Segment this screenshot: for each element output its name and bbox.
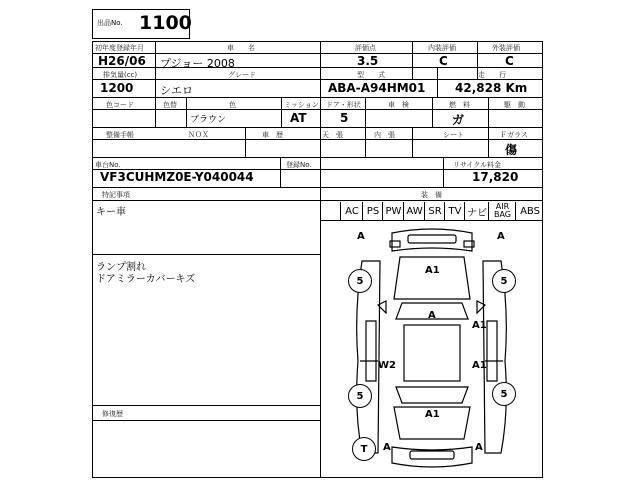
mark-roof: A [428, 310, 436, 321]
repair-label: 修復歴 [102, 410, 123, 418]
divider [437, 67, 438, 97]
rule [92, 187, 543, 188]
nox-label: ＮＯＸ [188, 131, 209, 139]
color-label: 色 [229, 101, 236, 109]
rule [92, 405, 320, 406]
score-label: 評価点 [355, 44, 376, 52]
mark-front-left: A [357, 231, 365, 242]
drive-label: 駆 動 [504, 101, 525, 109]
type-label: 型 式 [357, 71, 385, 79]
mark-rear-right: A [475, 442, 483, 453]
model-label: 車 名 [227, 44, 255, 52]
interior-value: C [439, 54, 448, 68]
rule [92, 420, 320, 421]
mileage-value: 42,828 Km [455, 81, 528, 95]
displacement-label: 排気量(cc) [103, 71, 138, 79]
displacement-value: 1200 [100, 81, 134, 95]
reg-no-label: 登録No. [286, 161, 312, 169]
mark-fender-right: 5 [492, 269, 516, 293]
divider [155, 97, 156, 127]
mark-rear-door-left: W2 [378, 360, 396, 371]
history-label: 車 歴 [262, 131, 283, 139]
rule [92, 200, 543, 201]
doors-value: 5 [340, 111, 349, 125]
mark-quarter-left: 5 [348, 384, 372, 408]
color-value: ブラウン [190, 115, 227, 125]
mark-tire: T [352, 437, 376, 461]
divider [365, 97, 366, 127]
divider [280, 157, 281, 187]
divider [412, 41, 413, 79]
mark-front-door-right: A1 [472, 320, 487, 331]
remarks-label: 特記事項 [102, 191, 130, 199]
equip-abs: ABS [515, 202, 544, 220]
equip-pw: PW [382, 202, 404, 220]
mark-quarter-right: 5 [492, 382, 516, 406]
equip-airbag: AIR BAG [488, 202, 516, 220]
divider [488, 97, 489, 127]
car-diagram [320, 221, 543, 478]
mark-trunk: A1 [425, 409, 440, 420]
mileage-label: 走 行 [478, 71, 506, 79]
mark-hood: A1 [425, 265, 440, 276]
remark-key: キー車 [96, 207, 126, 218]
fuel-label: 燃 料 [449, 101, 470, 109]
divider [365, 127, 366, 157]
divider [155, 67, 156, 97]
grade-value: シエロ [160, 84, 193, 97]
inspection-label: 車 検 [388, 101, 409, 109]
fglass-label: Ｆガラス [500, 131, 528, 139]
rule [92, 157, 543, 158]
divider [245, 127, 246, 157]
divider [412, 127, 413, 157]
fglass-value: 傷 [505, 143, 518, 157]
equip-ac: AC [340, 202, 363, 220]
recycle-label: リサイクル料金 [453, 161, 502, 169]
equip-ps: PS [362, 202, 383, 220]
lot-value: 1100 [139, 12, 192, 34]
chassis-label: 車台No. [95, 161, 121, 169]
divider [432, 97, 433, 127]
mark-rear-left: A [383, 442, 391, 453]
first-reg-label: 初年度登録年月 [95, 44, 144, 52]
fuel-value: ガ [452, 113, 465, 127]
rule [92, 139, 543, 140]
type-value: ABA-A94HM01 [328, 81, 426, 95]
exterior-label: 外装評価 [492, 44, 520, 52]
divider [488, 127, 489, 157]
equipment-label: 装 備 [421, 191, 442, 199]
remark-note-1: ランプ割れ [96, 262, 146, 273]
first-reg-value: H26/06 [98, 54, 146, 68]
rule [92, 53, 543, 54]
divider [281, 97, 282, 127]
trim-label: 色替 [163, 101, 177, 109]
score-value: 3.5 [357, 54, 379, 68]
maintenance-label: 整備手帳 [106, 131, 134, 139]
divider [186, 97, 187, 127]
lot-box [92, 9, 190, 39]
lot-label: 出品No. [97, 19, 123, 27]
exterior-value: C [505, 54, 514, 68]
equip-tv: TV [444, 202, 465, 220]
equip-navi: ナビ [464, 202, 489, 220]
mark-fender-left: 5 [348, 269, 372, 293]
doors-label: ドア・形状 [326, 101, 361, 109]
color-code-label: 色コード [106, 101, 134, 109]
mark-front-right: A [497, 231, 505, 242]
rule [92, 79, 543, 80]
equip-aw: AW [403, 202, 425, 220]
divider [443, 157, 444, 187]
transmission-label: ミッション [284, 101, 319, 109]
remark-note-2: ドアミラーカバーキズ [96, 274, 196, 285]
mark-rear-door-right: A1 [472, 360, 487, 371]
grade-label: グレード [228, 71, 256, 79]
transmission-value: AT [290, 111, 307, 125]
equip-sr: SR [424, 202, 445, 220]
model-value: プジョー 2008 [160, 57, 235, 70]
recycle-value: 17,820 [472, 170, 519, 184]
interior-label: 内装評価 [428, 44, 456, 52]
roof-label: 天 張 [322, 131, 343, 139]
rule [92, 254, 320, 255]
seat-label: シート [443, 131, 464, 139]
chassis-value: VF3CUHMZ0E-Y040044 [100, 170, 254, 184]
rule [92, 127, 543, 128]
inner-label: 内 張 [374, 131, 395, 139]
